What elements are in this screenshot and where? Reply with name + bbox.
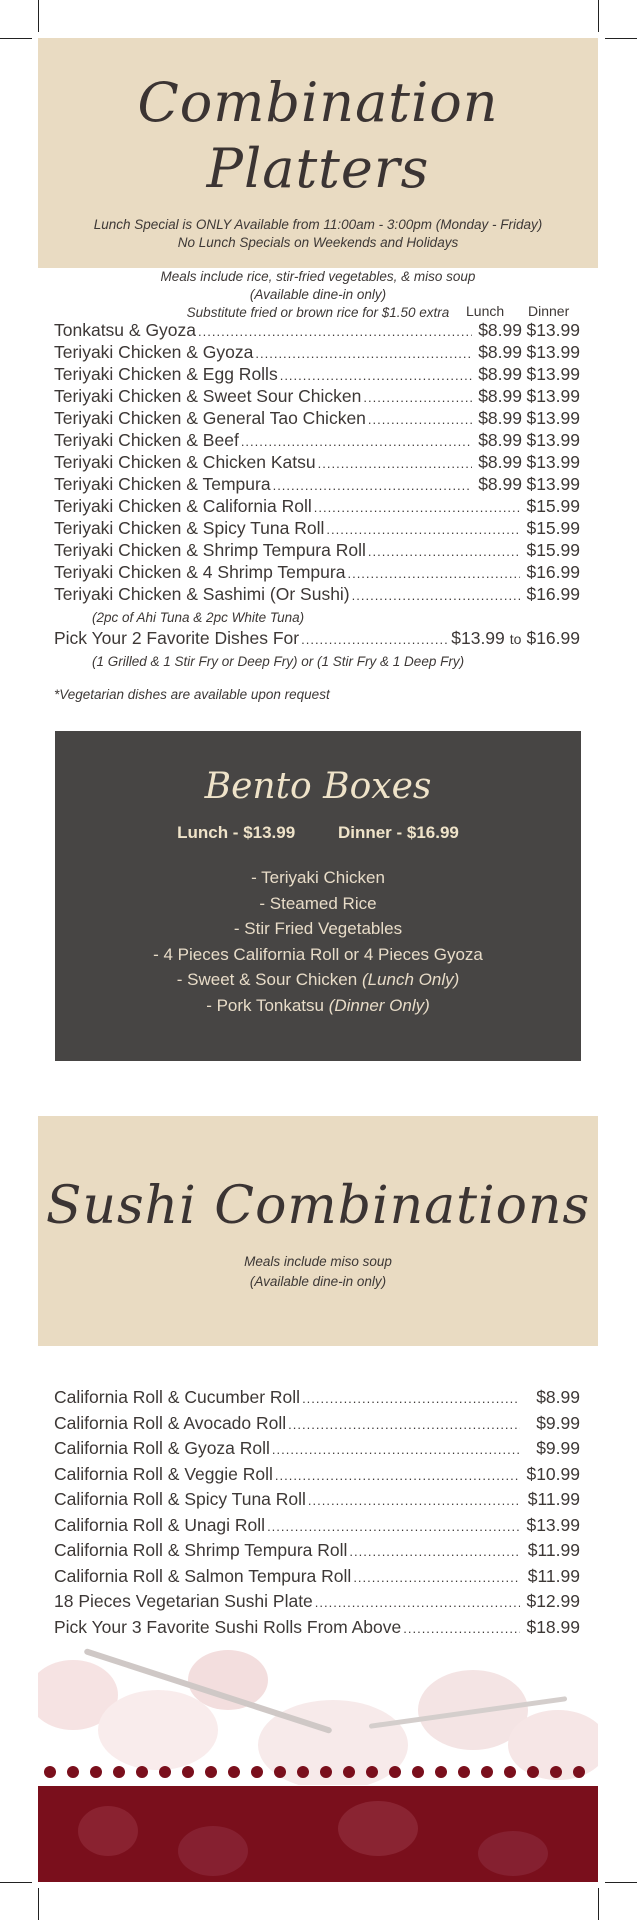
combination-title: Combination Platters [137, 71, 499, 200]
sushi-item [54, 1591, 580, 1612]
bento-item-text: - Stir Fried Vegetables [233, 919, 403, 938]
blossom-shape [478, 1831, 548, 1876]
sushi-item-price: $10.99 [526, 1464, 580, 1484]
border-dot [458, 1766, 470, 1778]
border-dot [90, 1766, 102, 1778]
dot-leader [280, 368, 472, 383]
lunch-price: $8.99 [478, 386, 522, 406]
border-dot [435, 1766, 447, 1778]
lunch-price: $8.99 [478, 364, 522, 384]
dot-leader [315, 1595, 520, 1610]
dot-leader [318, 456, 472, 471]
column-header-lunch: Lunch [466, 303, 505, 319]
sushi-item-name: California Roll & Spicy Tuna Roll [54, 1489, 306, 1509]
border-dot [251, 1766, 263, 1778]
sushi-item [54, 1617, 580, 1638]
sushi-note-line: Meals include miso soup [244, 1254, 392, 1269]
lunch-price: $8.99 [478, 452, 522, 472]
dot-leader [255, 346, 472, 361]
dot-leader [314, 500, 520, 515]
crop-mark [0, 38, 32, 39]
sushi-item-price: $9.99 [536, 1438, 580, 1458]
pick-two-high-price: $16.99 [526, 628, 580, 648]
crop-mark [38, 0, 39, 32]
bento-item [55, 967, 581, 993]
combo-item [54, 496, 580, 517]
border-dot [504, 1766, 516, 1778]
sushi-item-name: Pick Your 3 Favorite Sushi Rolls From Above [54, 1617, 402, 1637]
bento-item [55, 942, 581, 968]
blossom-shape [178, 1826, 248, 1876]
combo-item [54, 320, 580, 341]
lunch-price: $8.99 [478, 342, 522, 362]
combo-item-name: Teriyaki Chicken & Sashimi (Or Sushi) [54, 584, 350, 604]
bento-item [55, 993, 581, 1019]
sushi-item [54, 1438, 580, 1459]
dot-leader [368, 544, 520, 559]
sushi-item [54, 1413, 580, 1434]
combo-item [54, 408, 580, 429]
combo-item [54, 474, 580, 495]
combo-item-name: Teriyaki Chicken & General Tao Chicken [54, 408, 366, 428]
crop-mark [38, 1888, 39, 1920]
dot-leader [349, 1544, 520, 1559]
bento-prices [55, 823, 581, 843]
bento-item [55, 891, 581, 917]
dinner-price: $13.99 [526, 364, 580, 384]
meal-notice [38, 268, 598, 322]
crop-mark [598, 0, 599, 32]
column-header-dinner: Dinner [528, 303, 570, 319]
dinner-price: $15.99 [526, 518, 580, 538]
sushi-item [54, 1566, 580, 1587]
bento-item-qualifier: (Lunch Only) [361, 970, 460, 989]
sushi-item-name: California Roll & Gyoza Roll [54, 1438, 270, 1458]
sushi-item-price: $11.99 [527, 1489, 580, 1509]
dinner-price: $13.99 [526, 342, 580, 362]
pick-two-low-price: $13.99 [451, 628, 505, 648]
sashimi-note: (2pc of Ahi Tuna & 2pc White Tuna) [92, 610, 305, 625]
border-dot [182, 1766, 194, 1778]
sushi-item [54, 1464, 580, 1485]
dinner-price: $13.99 [526, 320, 580, 340]
border-dot [297, 1766, 309, 1778]
sushi-item-price: $12.99 [526, 1591, 580, 1611]
combo-item-name: Teriyaki Chicken & California Roll [54, 496, 312, 516]
bento-dinner-price: Dinner - $16.99 [337, 823, 459, 842]
lunch-price: $8.99 [478, 408, 522, 428]
dot-leader [272, 1442, 520, 1457]
border-dot [527, 1766, 539, 1778]
blossom-shape [338, 1801, 418, 1856]
bento-item [55, 865, 581, 891]
lunch-notice-line: No Lunch Specials on Weekends and Holidays [177, 235, 459, 250]
sushi-item-name: California Roll & Salmon Tempura Roll [54, 1566, 352, 1586]
sushi-item [54, 1489, 580, 1510]
combo-item [54, 452, 580, 473]
combo-item-name: Teriyaki Chicken & Tempura [54, 474, 271, 494]
combo-item-name: Teriyaki Chicken & Gyoza [54, 342, 254, 362]
border-dot [113, 1766, 125, 1778]
sushi-item-name: California Roll & Cucumber Roll [54, 1387, 301, 1407]
sushi-item-name: California Roll & Avocado Roll [54, 1413, 287, 1433]
combo-item-name: Teriyaki Chicken & Sweet Sour Chicken [54, 386, 362, 406]
pick-two-row [54, 628, 580, 649]
border-dot [366, 1766, 378, 1778]
lunch-price: $8.99 [478, 474, 522, 494]
sushi-notes [38, 1252, 598, 1292]
vegetarian-note: *Vegetarian dishes are available upon request [54, 687, 330, 702]
sushi-item-name: 18 Pieces Vegetarian Sushi Plate [54, 1591, 313, 1611]
lunch-notice-line: Lunch Special is ONLY Available from 11:00am - 3:00pm (Monday - Friday) [93, 217, 543, 232]
combo-item-name: Teriyaki Chicken & Spicy Tuna Roll [54, 518, 325, 538]
dinner-price: $15.99 [526, 540, 580, 560]
dot-leader [347, 566, 520, 581]
combo-item-name: Teriyaki Chicken & Beef [54, 430, 239, 450]
bento-title: Bento Boxes [204, 766, 432, 807]
bento-item [55, 916, 581, 942]
dinner-price: $15.99 [526, 496, 580, 516]
crop-mark [598, 1888, 599, 1920]
sushi-item-price: $18.99 [526, 1617, 580, 1637]
bento-item-qualifier: (Dinner Only) [328, 995, 430, 1015]
bento-item-list [55, 865, 581, 1018]
bento-item-text: - Steamed Rice [259, 893, 377, 913]
bento-item-text: - Sweet & Sour Chicken [176, 970, 358, 989]
combo-item [54, 518, 580, 539]
sushi-item-name: California Roll & Veggie Roll [54, 1464, 273, 1484]
sushi-item [54, 1540, 580, 1561]
combo-item-name: Teriyaki Chicken & Egg Rolls [54, 364, 278, 384]
combo-item [54, 342, 580, 363]
sushi-item [54, 1515, 580, 1536]
lunch-price: $8.99 [478, 320, 522, 340]
dinner-price: $13.99 [526, 408, 580, 428]
sushi-item-price: $13.99 [526, 1515, 580, 1535]
border-dot [320, 1766, 332, 1778]
dot-leader [273, 478, 472, 493]
dinner-price: $16.99 [526, 562, 580, 582]
blossom-background [38, 1640, 598, 1785]
dot-leader [241, 434, 472, 449]
lunch-price: $8.99 [478, 430, 522, 450]
pick-two-name: Pick Your 2 Favorite Dishes For [54, 628, 300, 648]
meal-notice-line: Meals include rice, stir-fried vegetables, & miso soup [160, 269, 476, 284]
combo-item [54, 386, 580, 407]
meal-notice-line: Substitute fried or brown rice for $1.50 extra [186, 305, 450, 320]
sushi-title: Sushi Combinations [45, 1176, 591, 1236]
combo-item [54, 540, 580, 561]
border-dot [481, 1766, 493, 1778]
dot-leader [302, 1391, 520, 1406]
sushi-item-name: California Roll & Shrimp Tempura Roll [54, 1540, 348, 1560]
pick-two-to: to [509, 631, 522, 647]
sushi-item-price: $9.99 [536, 1413, 580, 1433]
dot-leader [288, 1417, 520, 1432]
pick-two-note: (1 Grilled & 1 Stir Fry or Deep Fry) or (1 Stir Fry & 1 Deep Fry) [92, 654, 465, 669]
combo-item-name: Tonkatsu & Gyoza [54, 320, 197, 340]
dinner-price: $13.99 [526, 474, 580, 494]
bento-lunch-price: Lunch - $13.99 [177, 823, 296, 842]
crop-mark [605, 38, 637, 39]
lunch-notice [38, 216, 598, 252]
dot-leader [308, 1493, 520, 1508]
meal-notice-line: (Available dine-in only) [249, 287, 387, 302]
bento-item-text: - 4 Pieces California Roll or 4 Pieces Gyoza [153, 944, 483, 964]
sushi-note-line: (Available dine-in only) [249, 1274, 387, 1289]
border-dot [159, 1766, 171, 1778]
sushi-item-name: California Roll & Unagi Roll [54, 1515, 266, 1535]
border-dot [343, 1766, 355, 1778]
border-dot [228, 1766, 240, 1778]
crop-mark [605, 1882, 637, 1883]
footer-band [38, 1786, 598, 1882]
dot-leader [275, 1468, 520, 1483]
sushi-header-panel [38, 1116, 598, 1346]
combo-item-name: Teriyaki Chicken & Chicken Katsu [54, 452, 316, 472]
blossom-shape [78, 1806, 138, 1856]
border-dot [44, 1766, 56, 1778]
dinner-price: $13.99 [526, 430, 580, 450]
combo-item [54, 584, 580, 605]
dinner-price: $13.99 [526, 386, 580, 406]
dot-leader [363, 390, 472, 405]
border-dot [573, 1766, 585, 1778]
border-dot [205, 1766, 217, 1778]
sushi-item-price: $8.99 [536, 1387, 580, 1407]
dot-leader [353, 1570, 520, 1585]
border-dot [389, 1766, 401, 1778]
combo-item-name: Teriyaki Chicken & 4 Shrimp Tempura [54, 562, 346, 582]
bento-item-text: - Pork Tonkatsu [206, 995, 324, 1015]
dot-leader [352, 588, 520, 603]
dot-leader [198, 324, 472, 339]
combo-item [54, 562, 580, 583]
border-dot [136, 1766, 148, 1778]
border-dot [274, 1766, 286, 1778]
border-dot [67, 1766, 79, 1778]
sushi-item-price: $11.99 [527, 1540, 580, 1560]
border-dot [550, 1766, 562, 1778]
sushi-item [54, 1387, 580, 1408]
dinner-price: $16.99 [526, 584, 580, 604]
combo-item-name: Teriyaki Chicken & Shrimp Tempura Roll [54, 540, 366, 560]
bento-panel [55, 731, 581, 1061]
sushi-item-price: $11.99 [527, 1566, 580, 1586]
border-dot [412, 1766, 424, 1778]
dot-leader [368, 412, 472, 427]
dot-leader [267, 1519, 520, 1534]
dot-leader [301, 632, 449, 647]
bento-item-text: - Teriyaki Chicken [251, 868, 385, 887]
dinner-price: $13.99 [526, 452, 580, 472]
combo-item [54, 430, 580, 451]
crop-mark [0, 1882, 32, 1883]
combo-item [54, 364, 580, 385]
blossom-shape [188, 1650, 268, 1710]
dot-leader [403, 1621, 520, 1636]
dot-leader [326, 522, 520, 537]
